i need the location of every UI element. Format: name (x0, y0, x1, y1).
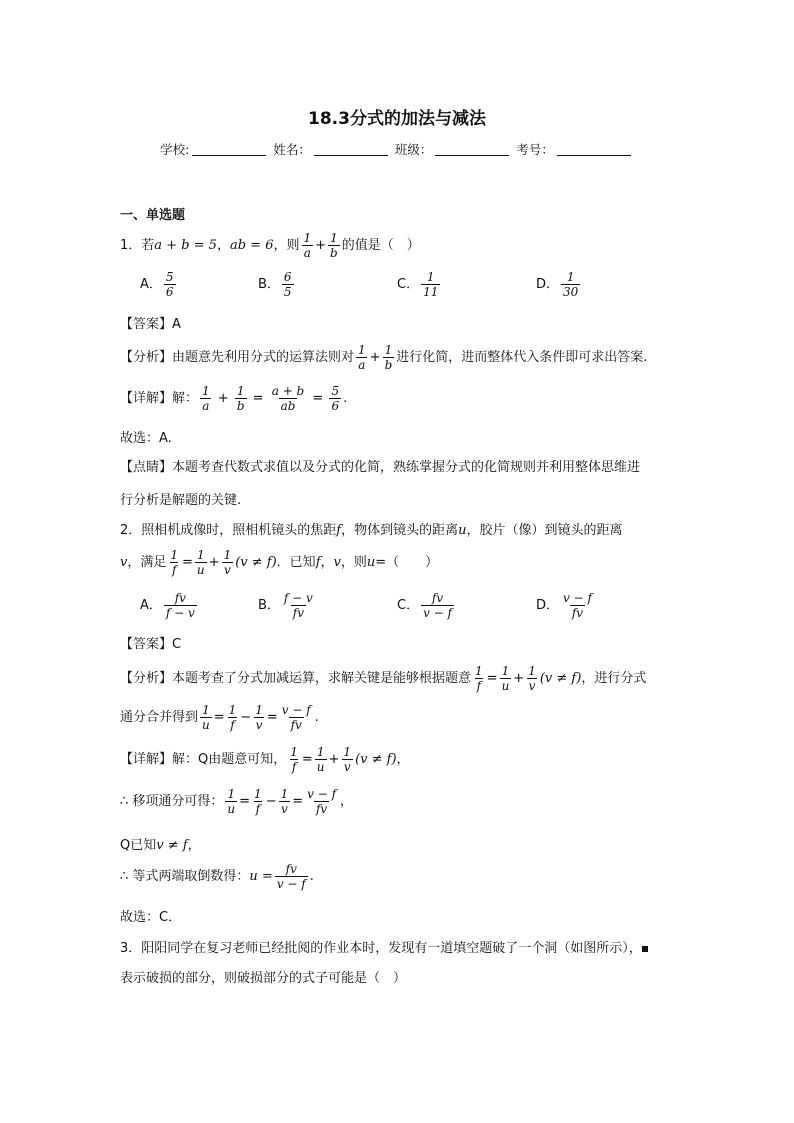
q2-detail-line-3: Q已知v ≠ f， (120, 838, 201, 853)
q2-option-b: B． $\frac{f - v}{fv}$ (258, 591, 313, 620)
class-label: 班级： (394, 142, 433, 157)
section-heading: 一、单选题 (120, 208, 186, 223)
q2-detail-line-4: ∴ 等式两端取倒数得：u = $\frac{fv}{v - f}$ . (120, 862, 314, 891)
q1-condition-2: ab = 6 (229, 238, 274, 253)
q1-option-a: A． $\frac{5}{6}$ (140, 270, 174, 299)
q2-analysis-line-1: 【分析】本题考查了分式加减运算，求解关键是能够根据题意 $\frac{1}{f}$ = $\frac{1}{u}$ + $\frac{1}{v}$ (v ≠ f)，进行分式 (120, 664, 647, 693)
q2-option-d: D． $\frac{v - f}{fv}$ (536, 591, 592, 620)
q2-answer: 【答案】C (120, 637, 182, 652)
q1-plus: + (315, 238, 327, 253)
school-blank (192, 143, 266, 156)
page-title: 18.3分式的加法与减法 (308, 109, 486, 129)
q1-sep: ， (216, 238, 230, 253)
q2-stem-line-2: v，满足 $\frac{1}{f}$ = $\frac{1}{u}$ + $\frac{1}{v}$ (v ≠ f)．已知f，v，则u=（ ） (120, 548, 439, 577)
q2-analysis-line-2: 通分合并得到 $\frac{1}{u}$ = $\frac{1}{f}$ − $\frac{1}{v}$ = $\frac{v - f}{fv}$ . (120, 703, 319, 732)
name-blank (314, 143, 388, 156)
school-label: 学校: (160, 142, 190, 157)
q1-analysis: 【分析】由题意先利用分式的运算法则对 $\frac{1}{a}$ + $\frac{1}{b}$ 进行化简，进而整体代入条件即可求出答案. (120, 343, 648, 372)
q1-option-c: C． $\frac{1}{11}$ (397, 270, 439, 299)
q1-frac-1b: $\frac{1}{b}$ (330, 231, 338, 260)
q1-stem-end: 的值是（ ） (341, 238, 420, 253)
q1-option-b: B． $\frac{6}{5}$ (258, 270, 292, 299)
q2-stem-line-1: 2．照相机成像时，照相机镜头的焦距f，物体到镜头的距离u，胶片（像）到镜头的距离 (120, 523, 623, 538)
q2-detail-line-2: ∴ 移项通分可得： $\frac{1}{u}$ = $\frac{1}{f}$ − $\frac{1}{v}$ = $\frac{v - f}{fv}$ ， (120, 787, 354, 816)
q1-comment-line-1: 【点睛】本题考查代数式求值以及分式的化简，熟练掌握分式的化简规则并利用整体思维进 (120, 460, 641, 475)
q1-stem (120, 231, 420, 260)
q1-stem-text: 1．若 (120, 238, 155, 253)
damage-square-icon (642, 946, 648, 952)
q1-answer: 【答案】A (120, 317, 181, 332)
q1-choose: 故选：A. (120, 431, 172, 446)
q3-stem-line-1: 3．阳阳同学在复习老师已经批阅的作业本时，发现有一道填空题破了一个洞（如图所示）， (120, 937, 648, 956)
q2-option-c: C． $\frac{fv}{v - f}$ (397, 591, 452, 620)
q3-stem-line-2: 表示破损的部分，则破损部分的式子可能是（ ） (120, 971, 407, 986)
q1-detail: 【详解】解： $\frac{1}{a}$ + $\frac{1}{b}$ = $\frac{a + b}{ab}$ = $\frac{5}{6}$ . (120, 384, 348, 413)
exam-no-blank (557, 143, 631, 156)
student-info-row (0, 140, 794, 158)
q2-option-a: A． $\frac{fv}{f - v}$ (140, 591, 195, 620)
q1-then: ，则 (273, 238, 300, 253)
q1-condition-1: a + b = 5 (154, 238, 217, 253)
exam-no-label: 考号： (516, 142, 554, 157)
class-blank (435, 143, 509, 156)
q2-choose: 故选：C． (120, 910, 182, 925)
q1-frac-1a: $\frac{1}{a}$ (303, 231, 312, 260)
q1-option-d: D． $\frac{1}{30}$ (536, 270, 579, 299)
q1-comment-line-2: 行分析是解题的关键. (120, 493, 242, 508)
name-label: 姓名： (273, 142, 311, 157)
q2-detail-line-1: 【详解】解：Q由题意可知， $\frac{1}{f}$ = $\frac{1}{u}$ + $\frac{1}{v}$ (v ≠ f)， (120, 745, 410, 774)
